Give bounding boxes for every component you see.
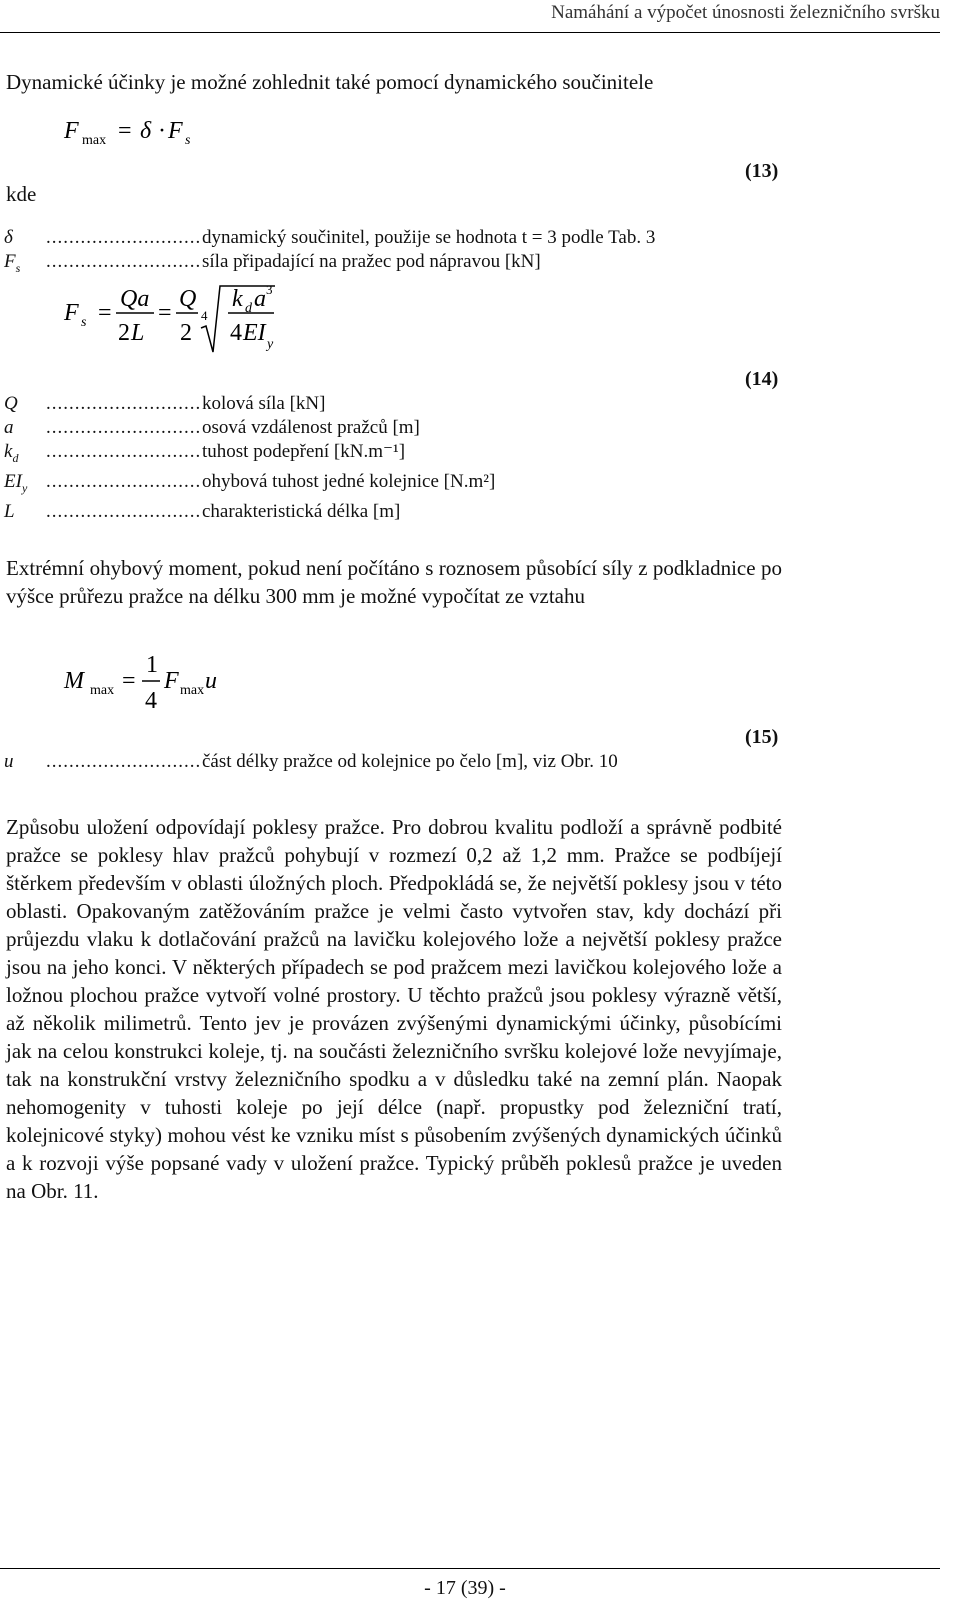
definition-row [4,226,655,250]
definition-symbol: $k_d$ [4,441,19,465]
running-header: Namáhání a výpočet únosnosti železničního svršku [551,2,940,23]
definition-text: dynamický součinitel, použije se hodnota t = 3 podle Tab. 3 [202,227,656,248]
definition-symbol: a [4,417,14,438]
leader-dots [46,440,202,470]
svg-text:=: = [122,668,136,694]
definition-row [4,416,495,440]
svg-text:max: max [180,683,205,698]
equation-14 [60,276,300,360]
svg-text:2: 2 [118,320,130,346]
svg-text:L: L [131,320,145,346]
svg-text:M: M [64,668,84,694]
definition-text: síla připadající na pražec pod nápravou [kN] [202,251,541,272]
svg-text:2: 2 [180,320,192,346]
definition-symbol: δ [4,227,13,248]
kde-label: kde [6,182,37,206]
leader-dots [46,416,202,440]
leader-dots [46,750,202,774]
svg-text:s: s [185,133,191,148]
svg-text:d: d [245,301,252,316]
svg-text:k: k [232,286,243,312]
definition-row [4,500,495,524]
svg-text:4: 4 [230,320,242,346]
svg-text:3: 3 [266,282,273,297]
equation-number-15: (15) [745,726,779,748]
svg-text:s: s [81,315,87,330]
equation-number-14: (14) [745,368,779,390]
definition-text: osová vzdálenost pražců [m] [202,417,420,438]
equation-number-13: (13) [745,160,779,182]
leader-dots [46,392,202,416]
equation-13 [60,110,260,152]
svg-text:=: = [118,118,132,144]
equation-15 [60,646,260,720]
leader-dots [46,470,202,500]
svg-text:4: 4 [145,688,157,714]
svg-text:y: y [267,337,274,352]
svg-text:F: F [168,118,183,144]
definition-text: ohybová tuhost jedné kolejnice [N.m²] [202,470,496,492]
definition-symbol: Q [4,393,18,414]
definition-symbol: $F_s$ [4,251,21,275]
definition-row [4,440,495,470]
svg-text:u: u [205,668,217,694]
definition-symbol: u [4,751,14,772]
definition-symbol: L [4,500,15,522]
definition-text: tuhost podepření [kN.m⁻¹] [202,441,406,462]
svg-text:F: F [64,118,79,144]
svg-text:EI: EI [243,320,266,346]
paragraph-moment: Extrémní ohybový moment, pokud není počítáno s roznosem působící síly z podkladnice po výšce průřezu pražce na délku 300 mm je možné vypočítat ze vztahu [6,556,782,608]
definition-row [4,750,618,774]
svg-text:=: = [98,300,112,326]
svg-text:max: max [90,683,115,698]
definition-text: část délky pražce od kolejnice po čelo [m], viz Obr. 10 [202,751,618,772]
svg-text:4: 4 [201,308,208,323]
definition-row [4,392,495,416]
svg-text:F: F [64,300,79,326]
svg-text:δ: δ [140,118,152,144]
svg-text:F: F [164,668,179,694]
leader-dots [46,500,202,524]
definition-text: kolová síla [kN] [202,393,326,414]
leader-dots [46,226,202,250]
svg-text:·: · [158,118,166,144]
definition-list-1 [4,226,655,280]
svg-text:1: 1 [146,652,158,678]
page-number: - 17 (39) - [424,1577,506,1599]
svg-text:a: a [254,286,266,312]
definition-list-3 [4,750,618,774]
svg-text:Qa: Qa [120,286,150,312]
footer-divider [0,1568,940,1569]
svg-text:=: = [158,300,172,326]
definition-list-2 [4,392,495,524]
definition-text: charakteristická délka [m] [202,500,401,522]
definition-symbol: $EI_y$ [4,470,28,495]
header-divider [0,32,940,33]
definition-row [4,470,495,500]
svg-text:Q: Q [179,286,197,312]
paragraph-settlement: Způsobu uložení odpovídají poklesy pražce. Pro dobrou kvalitu podloží a správně podbité pražce se poklesy hlav pražců pohybují v rozmezí 0,2 až 1,2 mm. Pražce se podbíjejí štěrkem především v oblasti úložných ploch. Předpokládá se, že největší poklesy jsou v této oblasti. Opakovaným zatěžováním pražce je velmi často vytvořen stav, kdy dochází při průjezdu vlaku k dotlačování pražců na lavičku kolejového lože a největší poklesy pražce jsou na jeho konci. V některých případech se pod pražcem mezi lavičkou kolejového lože a ložnou plochou pražce vytvoří volné prostory. U těchto pražců jsou poklesy výrazně větší, až několik milimetrů. Tento jev je provázen zvýšenými dynamickými účinky, působícími jak na celou konstrukci koleje, tj. na součásti železničního svršku kolejové lože nevyjímaje, tak na konstrukční vrstvy železničního spodku a v důsledku také na zemní plán. Naopak nehomogenity v tuhosti koleje po její délce (např. propustky pod železniční tratí, kolejnicové styky) mohou vést ke vzniku míst s působením zvýšených dynamických účinků a k rozvoji výše popsané vady v uložení pražce. Typický průběh poklesů pražce je uveden na Obr. 11. [6,815,782,1203]
intro-text: Dynamické účinky je možné zohlednit také pomocí dynamického součinitele [6,70,654,94]
svg-text:max: max [82,133,107,148]
